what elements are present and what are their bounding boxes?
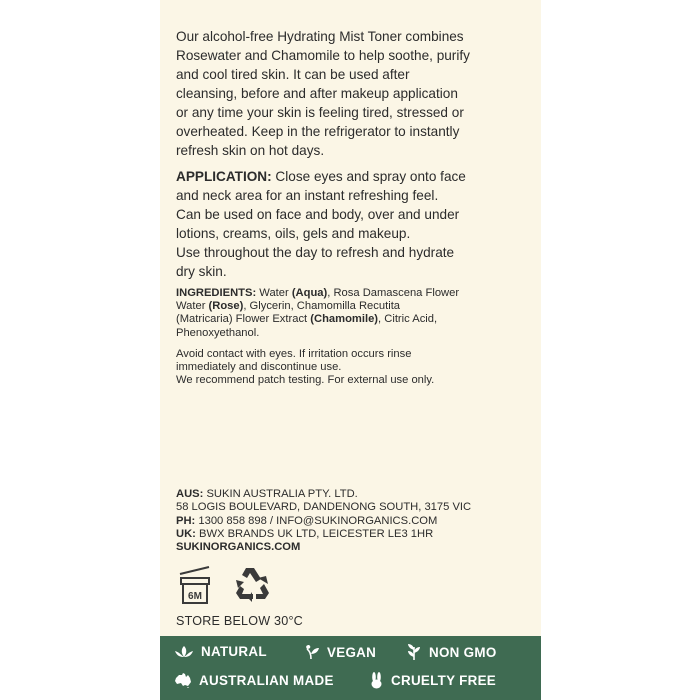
badge-label: NATURAL xyxy=(201,644,267,659)
phone-value: 1300 858 898 / INFO@SUKINORGANICS.COM xyxy=(195,514,438,527)
application-line: lotions, creams, oils, gels and makeup. xyxy=(176,226,411,241)
ingredient-common-name: (Chamomile) xyxy=(310,313,379,326)
ingredients-line: Phenoxyethanol. xyxy=(176,326,260,339)
application-section xyxy=(176,167,466,281)
lotus-icon xyxy=(174,645,194,659)
aus-label: AUS: xyxy=(176,488,204,500)
phone-line xyxy=(176,515,471,528)
ingredient-text: Water xyxy=(176,300,209,313)
ingredient-common-name: (Aqua) xyxy=(291,287,328,299)
description-line: Our alcohol-free Hydrating Mist Toner combines xyxy=(176,29,464,44)
application-line: dry skin. xyxy=(176,264,227,279)
badge-natural xyxy=(174,644,267,659)
ingredients-line xyxy=(176,287,459,300)
ingredient-text: , Citric Acid, xyxy=(378,313,438,326)
recycle-icon xyxy=(236,568,269,602)
application-heading: APPLICATION: xyxy=(176,169,272,184)
badge-vegan xyxy=(304,644,376,660)
ingredients-heading: INGREDIENTS: xyxy=(176,287,257,299)
ingredient-text: Water xyxy=(256,287,292,299)
badge-label: VEGAN xyxy=(327,644,377,660)
plant-icon xyxy=(406,644,422,661)
rabbit-icon xyxy=(370,672,384,689)
australia-icon xyxy=(174,672,192,688)
badge-cruelty-free xyxy=(370,672,496,689)
ingredients-line xyxy=(176,313,459,326)
phone-label: PH: xyxy=(176,514,196,527)
ingredients-line xyxy=(176,300,459,313)
aus-line xyxy=(176,488,471,501)
description-line: overheated. Keep in the refrigerator to instantly xyxy=(176,124,460,139)
description-line: and cool tired skin. It can be used after xyxy=(176,67,410,82)
badge-non-gmo xyxy=(406,644,497,661)
packaging-symbols xyxy=(176,564,286,608)
manufacturer-address xyxy=(176,488,471,554)
application-line: and neck area for an instant refreshing feel. xyxy=(176,188,439,203)
badge-australian-made xyxy=(174,672,334,688)
badge-label: AUSTRALIAN MADE xyxy=(199,672,334,688)
ingredient-common-name: (Rose) xyxy=(208,300,244,313)
warning-line: We recommend patch testing. For external use only. xyxy=(176,374,435,387)
uk-line xyxy=(176,528,471,541)
ingredient-text: , Glycerin, Chamomilla Recutita xyxy=(243,300,401,313)
uk-label: UK: xyxy=(176,527,196,540)
description-line: or any time your skin is feeling tired, stressed or xyxy=(176,105,464,120)
street-line: 58 LOGIS BOULEVARD, DANDENONG SOUTH, 3175 VIC xyxy=(176,501,472,514)
product-label xyxy=(160,0,541,700)
website: SUKINORGANICS.COM xyxy=(176,541,301,554)
uk-value: BWX BRANDS UK LTD, LEICESTER LE3 1HR xyxy=(195,527,434,540)
ingredient-text: , Rosa Damascena Flower xyxy=(327,287,460,299)
pao-label: 6M xyxy=(188,591,202,602)
description-line: Rosewater and Chamomile to help soothe, purify xyxy=(176,48,470,63)
application-line: Can be used on face and body, over and under xyxy=(176,207,460,222)
application-line: Use throughout the day to refresh and hydrate xyxy=(176,245,455,260)
warning-line: Avoid contact with eyes. If irritation occurs rinse xyxy=(176,348,412,360)
badge-label: CRUELTY FREE xyxy=(391,673,497,688)
ingredients-section xyxy=(176,287,459,340)
application-text: Close eyes and spray onto face xyxy=(271,169,466,184)
description-line: refresh skin on hot days. xyxy=(176,143,325,158)
badge-label: NON GMO xyxy=(429,645,497,660)
description-line: cleansing, before and after makeup application xyxy=(176,86,458,101)
sprout-icon xyxy=(304,644,320,660)
ingredient-text: (Matricaria) Flower Extract xyxy=(176,313,311,326)
warning-section xyxy=(176,348,434,388)
product-description xyxy=(176,27,470,160)
aus-value: SUKIN AUSTRALIA PTY. LTD. xyxy=(203,488,358,500)
storage-instruction: STORE BELOW 30°C xyxy=(176,614,303,628)
product-claims-band xyxy=(160,636,541,700)
application-first-line xyxy=(176,167,466,186)
warning-line: immediately and discontinue use. xyxy=(176,361,342,374)
